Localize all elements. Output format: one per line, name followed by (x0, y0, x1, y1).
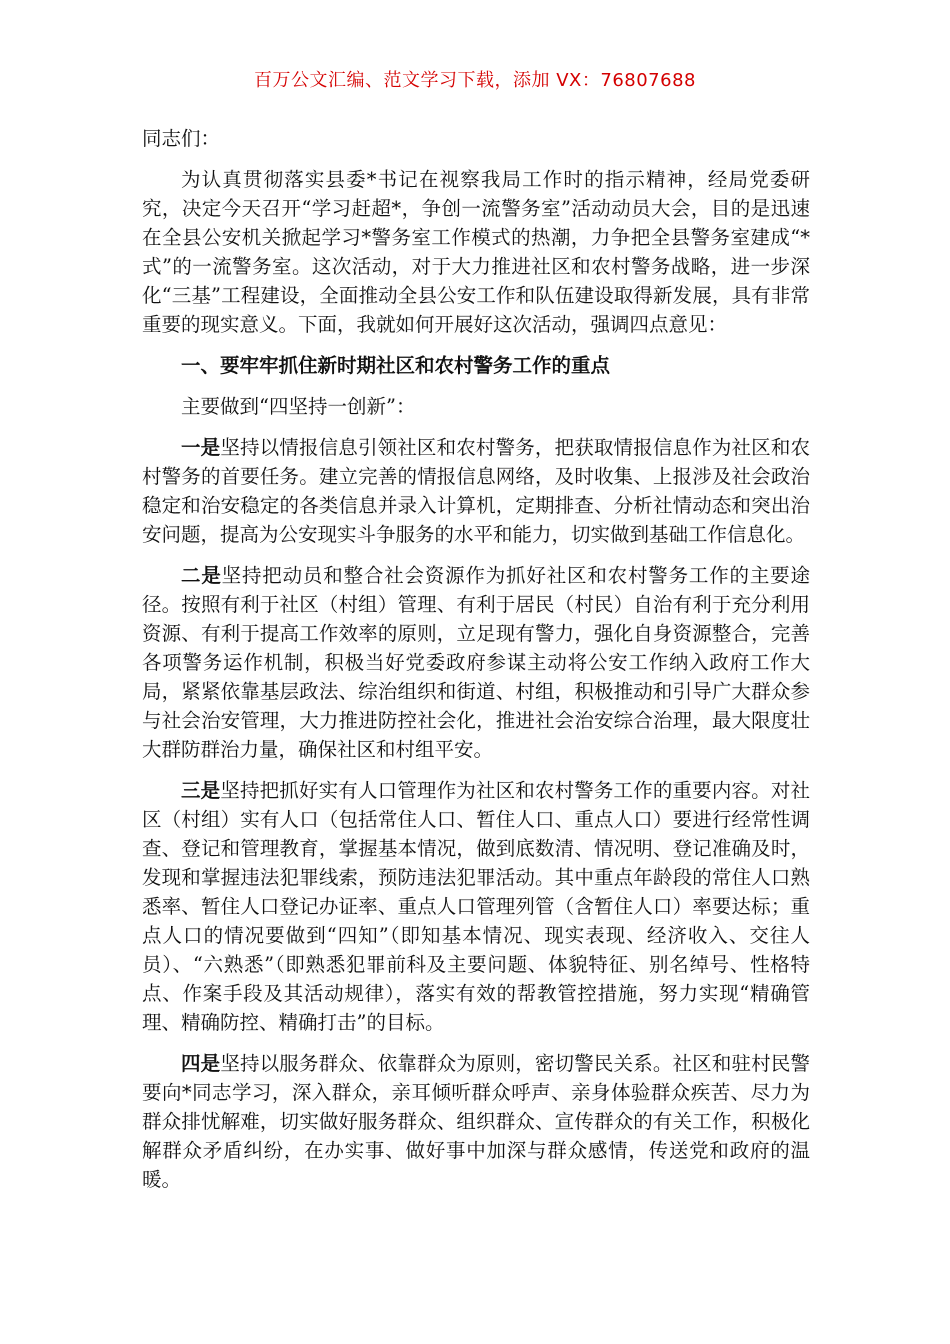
point-text: 坚持把动员和整合社会资源作为抓好社区和农村警务工作的主要途径。按照有利于社区（村组）管理、有利于居民（村民）自治有利于充分利用资源、有利于提高工作效率的原则，立足现有警力，强化自身资源整合，完善各项警务运作机制，积极当好党委政府参谋主动将公安工作纳入政府工作大局，紧紧依靠基层政法、综治组织和街道、村组，积极推动和引导广大群众参与社会治安管理，大力推进防控社会化，推进社会治安综合治理，最大限度壮大群防群治力量，确保社区和村组平安。 (142, 564, 810, 761)
intro-paragraph: 为认真贯彻落实县委*书记在视察我局工作时的指示精神，经局党委研究，决定今天召开“学习赶超*，争创一流警务室”活动动员大会，目的是迅速在全县公安机关掀起学习*警务室工作模式的热潮，力争把全县警务室建成“*式”的一流警务室。这次活动，对于大力推进社区和农村警务战略，进一步深化“三基”工程建设，全面推动全县公安工作和队伍建设取得新发展，具有非常重要的现实意义。下面，我就如何开展好这次活动，强调四点意见： (142, 168, 810, 336)
point-lead: 一是 (181, 436, 221, 459)
point-text: 坚持以服务群众、依靠群众为原则，密切警民关系。社区和驻村民警要向*同志学习，深入群众，亲耳倾听群众呼声、亲身体验群众疾苦、尽力为群众排忧解难，切实做好服务群众、组织群众、宣传群众的有关工作，积极化解群众矛盾纠纷，在办实事、做好事中加深与群众感情，传送党和政府的温暖。 (142, 1052, 810, 1191)
point-text: 坚持以情报信息引领社区和农村警务，把获取情报信息作为社区和农村警务的首要任务。建立完善的情报信息网络，及时收集、上报涉及社会政治稳定和治安稳定的各类信息并录入计算机，定期排查、分析社情动态和突出治安问题，提高为公安现实斗争服务的水平和能力，切实做到基础工作信息化。 (142, 436, 810, 546)
point-lead: 三是 (181, 779, 221, 802)
salutation: 同志们： (142, 127, 221, 150)
point-lead: 四是 (181, 1052, 221, 1075)
point-paragraph-1 (142, 433, 810, 549)
watermark-header: 百万公文汇编、范文学习下载，添加 VX：76807688 (254, 70, 696, 91)
point-text: 坚持把抓好实有人口管理作为社区和农村警务工作的重要内容。对社区（村组）实有人口（包括常住人口、暂住人口、重点人口）要进行经常性调查、登记和管理教育，掌握基本情况，做到底数清、情况明、登记准确及时，发现和掌握违法犯罪线索，预防违法犯罪活动。其中重点年龄段的常住人口熟悉率、暂住人口登记办证率、重点人口管理列管（含暂住人口）率要达标；重点人口的情况要做到“四知”（即知基本情况、现实表现、经济收入、交往人员）、“六熟悉”（即熟悉犯罪前科及主要问题、体貌特征、别名绰号、性格特点、作案手段及其活动规律），落实有效的帮教管控措施，努力实现“精确管理、精确防控、精确打击”的目标。 (142, 779, 810, 1034)
point-paragraph-4 (142, 1049, 810, 1194)
section-intro: 主要做到“四坚持一创新”： (181, 395, 416, 418)
point-paragraph-2 (142, 561, 810, 764)
point-lead: 二是 (181, 564, 222, 587)
document-body (142, 124, 810, 1206)
section-heading-1: 一、要牢牢抓住新时期社区和农村警务工作的重点 (181, 354, 611, 377)
point-paragraph-3 (142, 776, 810, 1037)
